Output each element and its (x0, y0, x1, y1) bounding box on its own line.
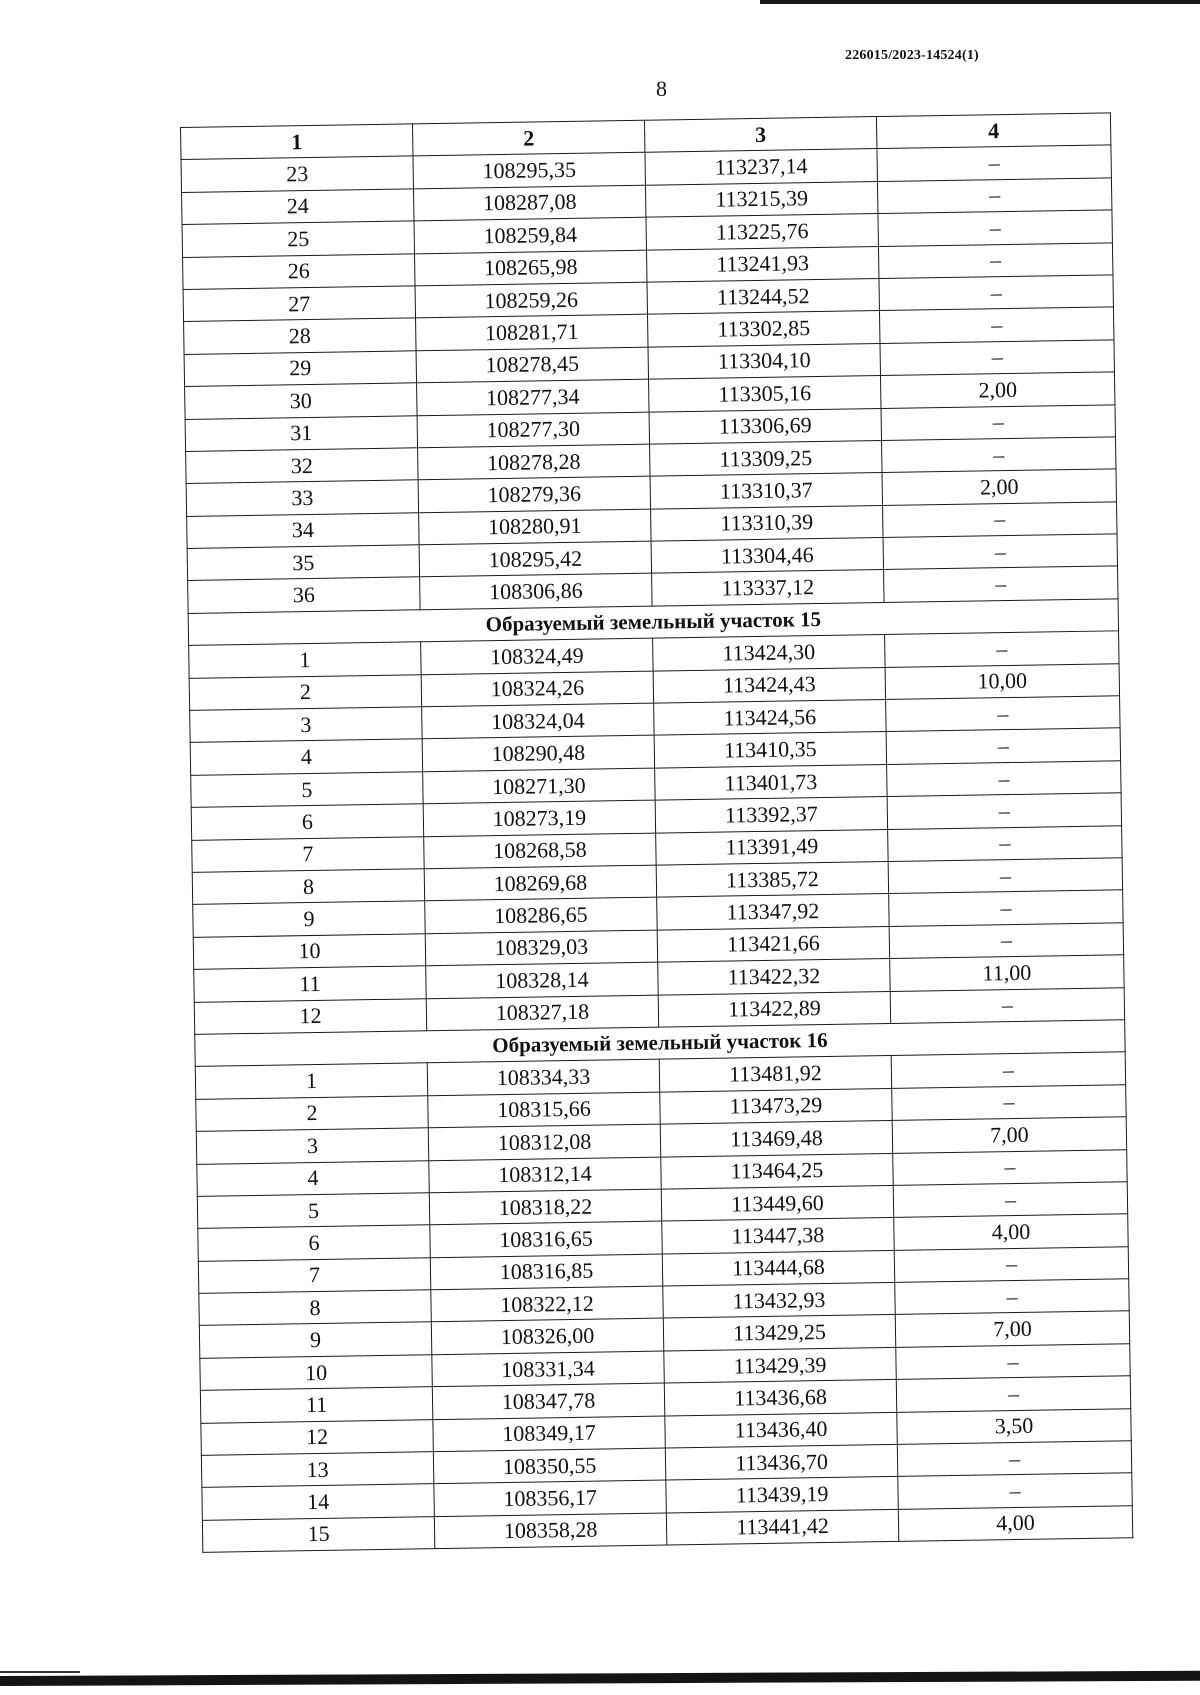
table-cell: 113337,12 (652, 570, 884, 606)
table-body (181, 145, 1133, 1552)
table-cell: – (888, 825, 1122, 861)
table-cell: 8 (192, 869, 424, 905)
table-cell: 113447,38 (662, 1218, 894, 1254)
table-cell: – (887, 761, 1121, 797)
table-cell: 108324,49 (421, 638, 653, 674)
table-cell: 113401,73 (655, 764, 887, 800)
table-cell: 108265,98 (415, 250, 647, 286)
table-cell: 29 (184, 351, 416, 387)
table-cell: 108269,68 (424, 865, 656, 901)
table-cell: 11 (194, 966, 426, 1002)
column-header: 3 (644, 117, 876, 153)
table-cell: 113439,19 (666, 1477, 898, 1513)
table-cell: 108324,26 (421, 671, 653, 707)
document-number: 226015/2023-14524(1) (845, 48, 979, 63)
table-cell: 108295,35 (413, 153, 645, 189)
table-cell: 30 (185, 383, 417, 419)
table-cell: 15 (202, 1516, 434, 1552)
table-cell: 108280,91 (419, 509, 651, 545)
table-cell: 113436,68 (664, 1380, 896, 1416)
table-cell: 24 (182, 189, 414, 225)
table-cell: 113302,85 (648, 311, 880, 347)
table-cell: 5 (197, 1193, 429, 1229)
table-cell: 6 (198, 1225, 430, 1261)
table-cell: 2,00 (882, 469, 1116, 505)
table-cell: 4 (197, 1160, 429, 1196)
table-cell: 108277,34 (417, 379, 649, 415)
table-cell: – (898, 1473, 1132, 1509)
column-header: 1 (181, 124, 413, 160)
table-cell: 108277,30 (417, 412, 649, 448)
table-cell: – (885, 631, 1119, 667)
table-cell: 113309,25 (650, 440, 882, 476)
table-cell: 35 (187, 545, 419, 581)
table-cell: 113424,56 (654, 700, 886, 736)
table-cell: 108315,66 (428, 1092, 660, 1128)
table-cell: 108278,28 (418, 444, 650, 480)
table-cell: – (892, 1084, 1126, 1120)
table-cell: 108281,71 (416, 315, 648, 351)
table-cell: 108328,14 (426, 962, 658, 998)
table-cell: 113429,39 (664, 1347, 896, 1383)
table-cell: 113424,43 (653, 667, 885, 703)
table-cell: – (887, 793, 1121, 829)
table-cell: 7 (198, 1257, 430, 1293)
table-cell: – (893, 1182, 1127, 1218)
table-cell: 11,00 (890, 955, 1124, 991)
table-cell: 113241,93 (646, 246, 878, 282)
table-cell: 11 (200, 1387, 432, 1423)
table-cell: – (884, 566, 1118, 602)
table-cell: 113444,68 (662, 1250, 894, 1286)
table-cell: 113432,93 (663, 1282, 895, 1318)
table-cell: 12 (201, 1419, 433, 1455)
table-cell: 3,50 (897, 1408, 1131, 1444)
table-cell: – (895, 1279, 1129, 1315)
table-cell: 113441,42 (666, 1509, 898, 1545)
table-cell: 113310,39 (651, 505, 883, 541)
table-cell: – (897, 1441, 1131, 1477)
table-cell: 8 (199, 1290, 431, 1326)
table-cell: 10,00 (885, 663, 1119, 699)
table-cell: 7,00 (895, 1311, 1129, 1347)
table-cell: 108349,17 (433, 1416, 665, 1452)
table-cell: 31 (185, 415, 417, 451)
scan-edge-bottom (0, 1671, 1200, 1686)
table-cell: – (889, 923, 1123, 959)
coordinates-sheet (180, 112, 1132, 1553)
table-cell: 113421,66 (657, 926, 889, 962)
table-cell: 2 (196, 1095, 428, 1131)
table-cell: – (883, 534, 1117, 570)
table-cell: 113422,32 (658, 959, 890, 995)
table-cell: 1 (195, 1063, 427, 1099)
section-title: Образуемый земельный участок 15 (188, 599, 1118, 646)
table-cell: 108324,04 (422, 703, 654, 739)
table-cell: 33 (186, 480, 418, 516)
table-cell: 108279,36 (418, 476, 650, 512)
table-cell: – (896, 1344, 1130, 1380)
table-cell: 7 (192, 836, 424, 872)
table-cell: 108268,58 (424, 833, 656, 869)
table-cell: 108334,33 (427, 1059, 659, 1095)
table-cell: – (882, 437, 1116, 473)
table-cell: 108312,14 (429, 1157, 661, 1193)
table-cell: 108331,34 (432, 1351, 664, 1387)
table-cell: – (894, 1246, 1128, 1282)
table-cell: 5 (191, 772, 423, 808)
table-cell: 3 (190, 707, 422, 743)
table-cell: 28 (184, 318, 416, 354)
table-cell: 113392,37 (655, 797, 887, 833)
table-cell: 113225,76 (646, 214, 878, 250)
table-cell: 34 (187, 512, 419, 548)
table-cell: 4 (190, 739, 422, 775)
table-cell: 113464,25 (661, 1153, 893, 1189)
table-cell: 6 (191, 804, 423, 840)
table-cell: 108306,86 (420, 574, 652, 610)
table-cell: 113391,49 (656, 829, 888, 865)
table-cell: 113347,92 (657, 894, 889, 930)
table-cell: 14 (202, 1484, 434, 1520)
table-cell: – (886, 696, 1120, 732)
table-cell: 9 (199, 1322, 431, 1358)
table-cell: 108287,08 (413, 185, 645, 221)
table-cell: 2,00 (880, 372, 1114, 408)
table-cell: 108286,65 (425, 897, 657, 933)
table-cell: 12 (194, 998, 426, 1034)
table-cell: – (878, 210, 1112, 246)
table-cell: – (880, 340, 1114, 376)
table-cell: 108312,08 (428, 1124, 660, 1160)
table-cell: 108271,30 (423, 768, 655, 804)
table-cell: – (889, 890, 1123, 926)
table-cell: 3 (196, 1128, 428, 1164)
table-cell: 36 (188, 577, 420, 613)
table-cell: 113422,89 (658, 991, 890, 1027)
page-number: 8 (656, 76, 667, 101)
table-cell: – (891, 1052, 1125, 1088)
table-cell: 113215,39 (645, 181, 877, 217)
table-cell: 108259,84 (414, 217, 646, 253)
table-cell: 26 (183, 253, 415, 289)
table-cell: 113410,35 (654, 732, 886, 768)
table-cell: 108322,12 (431, 1286, 663, 1322)
table-cell: – (890, 987, 1124, 1023)
table-cell: 113306,69 (649, 408, 881, 444)
table-cell: 108316,65 (430, 1221, 662, 1257)
table-cell: 108350,55 (433, 1448, 665, 1484)
table-cell: 113304,10 (648, 343, 880, 379)
column-header: 4 (876, 113, 1110, 149)
table-cell: 113310,37 (650, 473, 882, 509)
coordinates-table (180, 112, 1133, 1553)
table-cell: 108358,28 (434, 1513, 666, 1549)
table-cell: 113429,25 (663, 1315, 895, 1351)
table-cell: 1 (189, 642, 421, 678)
table-cell: 113449,60 (661, 1185, 893, 1221)
table-cell: – (879, 307, 1113, 343)
table-cell: 113481,92 (659, 1056, 891, 1092)
table-cell: 108259,26 (415, 282, 647, 318)
table-cell: 7,00 (892, 1117, 1126, 1153)
table-cell: 113237,14 (645, 149, 877, 185)
table-cell: 113469,48 (660, 1121, 892, 1157)
table-cell: 13 (201, 1452, 433, 1488)
table-cell: 113244,52 (647, 278, 879, 314)
table-cell: 23 (181, 156, 413, 192)
table-cell: 113304,46 (651, 538, 883, 574)
table-cell: – (896, 1376, 1130, 1412)
table-cell: 108278,45 (416, 347, 648, 383)
table-cell: – (879, 275, 1113, 311)
table-cell: – (878, 242, 1112, 278)
table-cell: 108273,19 (423, 800, 655, 836)
table-cell: 108318,22 (429, 1189, 661, 1225)
table-cell: 108329,03 (425, 930, 657, 966)
table-cell: 108295,42 (419, 541, 651, 577)
table-cell: 108347,78 (432, 1383, 664, 1419)
table-cell: 113305,16 (649, 376, 881, 412)
table-cell: 4,00 (894, 1214, 1128, 1250)
table-cell: 113436,40 (665, 1412, 897, 1448)
section-title: Образуемый земельный участок 16 (195, 1020, 1125, 1067)
table-cell: – (883, 502, 1117, 538)
table-cell: – (881, 404, 1115, 440)
table-cell: 10 (200, 1355, 432, 1391)
table-cell: 108316,85 (430, 1254, 662, 1290)
column-header: 2 (412, 120, 644, 156)
table-cell: – (877, 178, 1111, 214)
table-cell: – (893, 1149, 1127, 1185)
table-cell: – (877, 145, 1111, 181)
table-cell: 25 (182, 221, 414, 257)
table-cell: 2 (189, 674, 421, 710)
table-cell: 27 (183, 286, 415, 322)
table-cell: 108356,17 (434, 1480, 666, 1516)
table-cell: 113436,70 (665, 1444, 897, 1480)
table-cell: 4,00 (898, 1506, 1132, 1542)
table-cell: – (888, 858, 1122, 894)
table-cell: 113424,30 (653, 635, 885, 671)
scan-edge-bottom-mark (0, 1671, 80, 1673)
table-cell: – (886, 728, 1120, 764)
table-cell: 113473,29 (660, 1088, 892, 1124)
table-cell: 9 (193, 901, 425, 937)
table-cell: 32 (186, 448, 418, 484)
table-cell: 108327,18 (426, 995, 658, 1031)
table-cell: 10 (193, 934, 425, 970)
table-cell: 108326,00 (431, 1319, 663, 1355)
scan-edge-top (760, 0, 1200, 4)
table-cell: 113385,72 (656, 861, 888, 897)
table-cell: 108290,48 (422, 736, 654, 772)
